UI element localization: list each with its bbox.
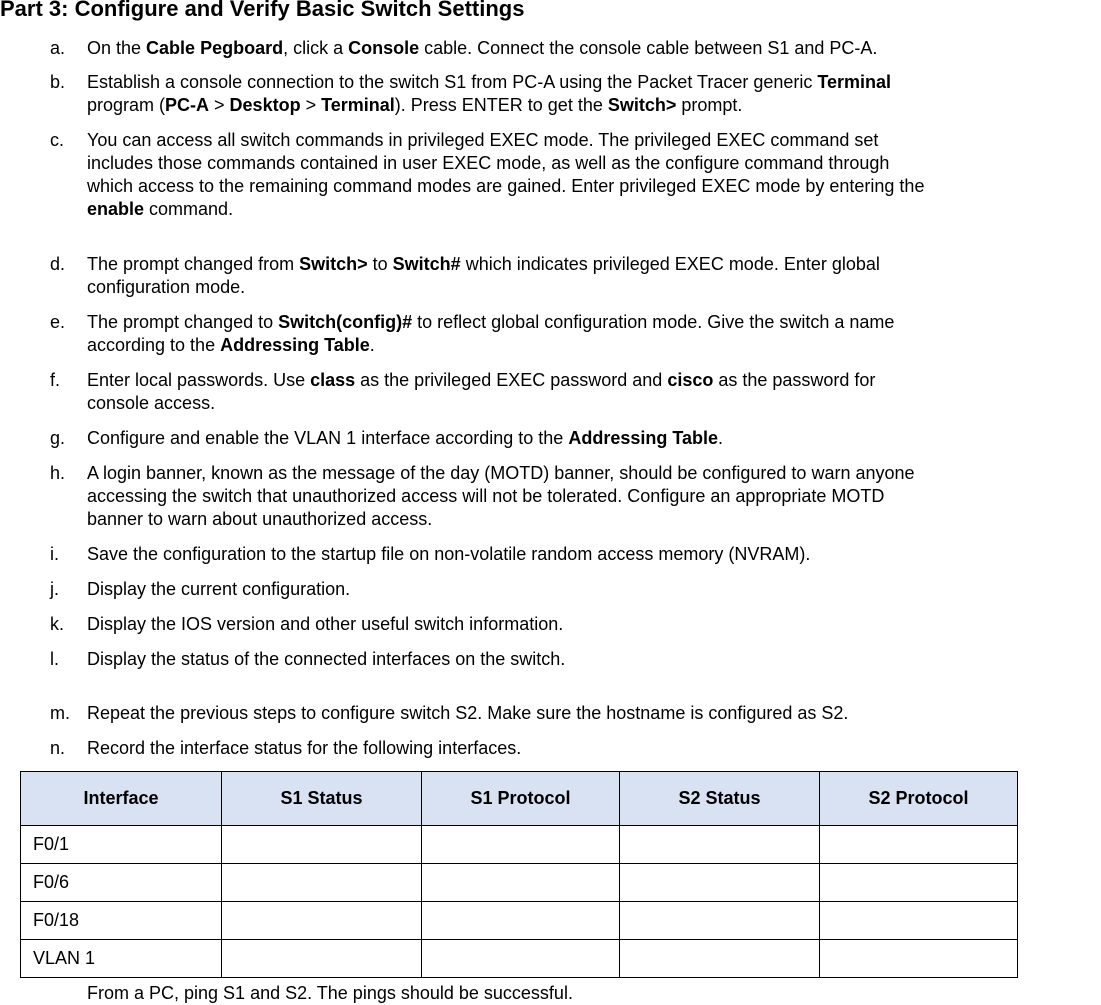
step-text [87, 129, 1087, 221]
table-row [21, 940, 1018, 978]
step-text-run: The prompt changed to [87, 312, 279, 332]
step-text-run: command. [144, 199, 234, 219]
status-cell [620, 902, 820, 940]
step-text-bold: Addressing Table [220, 335, 370, 355]
step-text [87, 427, 1087, 450]
step-text-run: prompt. [676, 95, 743, 115]
status-cell [820, 902, 1018, 940]
status-cell [620, 940, 820, 978]
step-letter: m. [50, 703, 70, 723]
step-text [87, 71, 1087, 117]
step-text-run: ). Press ENTER to get the [394, 95, 608, 115]
step-text-bold: cisco [667, 370, 714, 390]
step-letter: c. [50, 130, 65, 150]
step-text-bold: Switch(config)# [278, 312, 413, 332]
step-text-run: Configure and enable the VLAN 1 interface according to the [87, 428, 569, 448]
interface-cell: VLAN 1 [21, 940, 222, 978]
status-cell [820, 940, 1018, 978]
step-text-run: cable. Connect the console cable between S1 and PC-A. [419, 38, 878, 58]
step-letter: i. [50, 544, 59, 564]
step-text-bold: Addressing Table [568, 428, 719, 448]
status-cell [620, 864, 820, 902]
step-text-run: Record the interface status for the following interfaces. [87, 738, 522, 758]
table-row [21, 864, 1018, 902]
step-text-run: The prompt changed from [87, 254, 300, 274]
step-text-run: Display the current configuration. [87, 579, 351, 599]
status-cell [222, 826, 422, 864]
step-text-run: includes those commands contained in user EXEC mode, as well as the configure command through [87, 153, 890, 173]
step-text-run: . [718, 428, 724, 448]
step-text-run: > [300, 95, 322, 115]
step-text-run: banner to warn about unauthorized access. [87, 509, 433, 529]
step-text [87, 613, 1087, 636]
status-cell [222, 902, 422, 940]
step-text-run: according to the [87, 335, 221, 355]
status-cell [422, 940, 620, 978]
step-text [87, 737, 1087, 760]
table-header-cell: Interface [21, 772, 222, 826]
table-header-cell: S1 Status [222, 772, 422, 826]
step-text-bold: Switch> [607, 95, 677, 115]
step-text [87, 37, 1087, 60]
step-text-bold: Terminal [321, 95, 395, 115]
status-cell [820, 864, 1018, 902]
status-cell [422, 864, 620, 902]
step-letter: j. [50, 579, 59, 599]
step-text-run: as the privileged EXEC password and [355, 370, 668, 390]
step-text-run: configuration mode. [87, 277, 246, 297]
step-letter: l. [50, 649, 59, 669]
step-letter: k. [50, 614, 65, 634]
step-text-bold: Switch# [392, 254, 461, 274]
step-text-bold: Console [348, 38, 420, 58]
step-text-run: to [367, 254, 393, 274]
step-letter: f. [50, 370, 61, 390]
status-cell [222, 864, 422, 902]
step-text-bold: Cable Pegboard [146, 38, 284, 58]
step-text-bold: Switch> [299, 254, 368, 274]
step-text [87, 648, 1087, 671]
step-text-run: which indicates privileged EXEC mode. Enter global [460, 254, 880, 274]
step-text-run: On the [87, 38, 147, 58]
step-letter: g. [50, 428, 66, 448]
step-text [87, 702, 1087, 725]
step-text-bold: Terminal [817, 72, 892, 92]
step-text-run: program ( [87, 95, 166, 115]
interface-cell: F0/6 [21, 864, 222, 902]
step-text [87, 253, 1087, 299]
step-text-run: Display the IOS version and other useful switch information. [87, 614, 564, 634]
status-cell [620, 826, 820, 864]
step-letter: b. [50, 72, 66, 92]
step-text-run: Save the configuration to the startup file on non-volatile random access memory (NVRAM). [87, 544, 811, 564]
step-text-run: Display the status of the connected interfaces on the switch. [87, 649, 566, 669]
step-text [87, 578, 1087, 601]
step-o-cutoff: From a PC, ping S1 and S2. The pings should be successful. [87, 983, 573, 1003]
step-text-bold: class [310, 370, 356, 390]
step-letter: h. [50, 463, 66, 483]
interface-status-table [20, 771, 1018, 978]
step-text-bold: Desktop [229, 95, 301, 115]
table-header-cell: S1 Protocol [422, 772, 620, 826]
step-text-run: A login banner, known as the message of the day (MOTD) banner, should be configured to warn anyone [87, 463, 915, 483]
step-text-run: to reflect global configuration mode. Give the switch a name [412, 312, 895, 332]
step-text [87, 369, 1087, 415]
step-text-bold: PC-A [165, 95, 210, 115]
step-text-bold: enable [87, 199, 145, 219]
status-cell [422, 826, 620, 864]
status-cell [820, 826, 1018, 864]
interface-cell: F0/1 [21, 826, 222, 864]
step-text-run: > [209, 95, 230, 115]
page-title: Part 3: Configure and Verify Basic Switch Settings [0, 0, 525, 21]
step-letter: a. [50, 38, 66, 58]
step-text-run: You can access all switch commands in privileged EXEC mode. The privileged EXEC command set [87, 130, 879, 150]
status-cell [422, 902, 620, 940]
step-text-run: which access to the remaining command modes are gained. Enter privileged EXEC mode by entering the [87, 176, 925, 196]
table-header-cell: S2 Protocol [820, 772, 1018, 826]
table-header-cell: S2 Status [620, 772, 820, 826]
step-text-run: , click a [283, 38, 349, 58]
step-text-run: Repeat the previous steps to configure switch S2. Make sure the hostname is configured as S2. [87, 703, 849, 723]
status-cell [222, 940, 422, 978]
step-letter: e. [50, 312, 66, 332]
step-text-run: . [369, 335, 375, 355]
step-text-run: Establish a console connection to the switch S1 from PC-A using the Packet Tracer generic [87, 72, 818, 92]
step-letter: d. [50, 254, 66, 274]
step-text-run: Enter local passwords. Use [87, 370, 311, 390]
table-row [21, 902, 1018, 940]
interface-cell: F0/18 [21, 902, 222, 940]
table-row [21, 826, 1018, 864]
step-text-run: accessing the switch that unauthorized access will not be tolerated. Configure an appropriate MOTD [87, 486, 885, 506]
step-text-run: as the password for [713, 370, 876, 390]
step-text [87, 462, 1087, 531]
step-text [87, 311, 1087, 357]
step-text-run: console access. [87, 393, 216, 413]
table-header-row [21, 772, 1018, 826]
step-letter: n. [50, 738, 66, 758]
step-text [87, 543, 1087, 566]
